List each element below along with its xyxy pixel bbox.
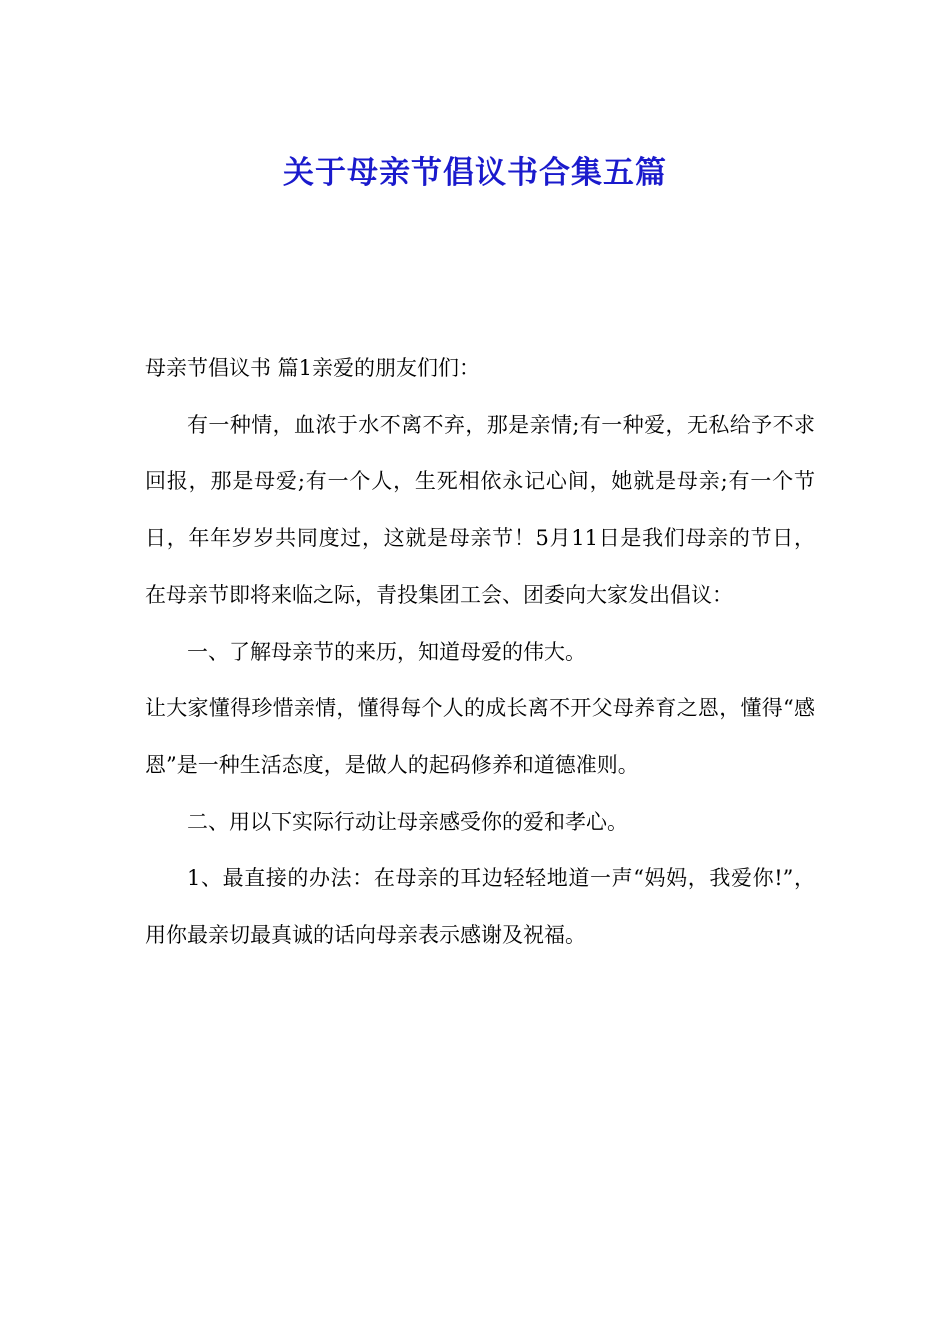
section-two-heading: 二、用以下实际行动让母亲感受你的爱和孝心。 [187, 809, 628, 834]
section-one-heading: 一、了解母亲节的来历，知道母爱的伟大。 [187, 639, 586, 664]
intro-paragraph: 有一种情，血浓于水不离不弃，那是亲情;有一种爱，无私给予不求回报，那是母爱;有一个人，生死相依永记心间，她就是母亲;有一个节日，年年岁岁共同度过，这就是母亲节！5月11日是我们母亲的节日，在母亲节即将来临之际，青投集团工会、团委向大家发出倡议： [145, 412, 815, 607]
greeting-paragraph: 母亲节倡议书 篇1亲爱的朋友们们： [145, 356, 481, 380]
section-one-paragraph: 让大家懂得珍惜亲情，懂得每个人的成长离不开父母养育之恩，懂得“感恩”是一种生活态度，是做人的起码修养和道德准则。 [145, 696, 815, 777]
document-title: 关于母亲节倡议书合集五篇 [283, 154, 667, 191]
item-one-paragraph: 1、最直接的办法：在母亲的耳边轻轻地道一声“妈妈，我爱你!”，用你最亲切最真诚的话向母亲表示感谢及祝福。 [145, 866, 815, 948]
document-body [145, 340, 815, 964]
